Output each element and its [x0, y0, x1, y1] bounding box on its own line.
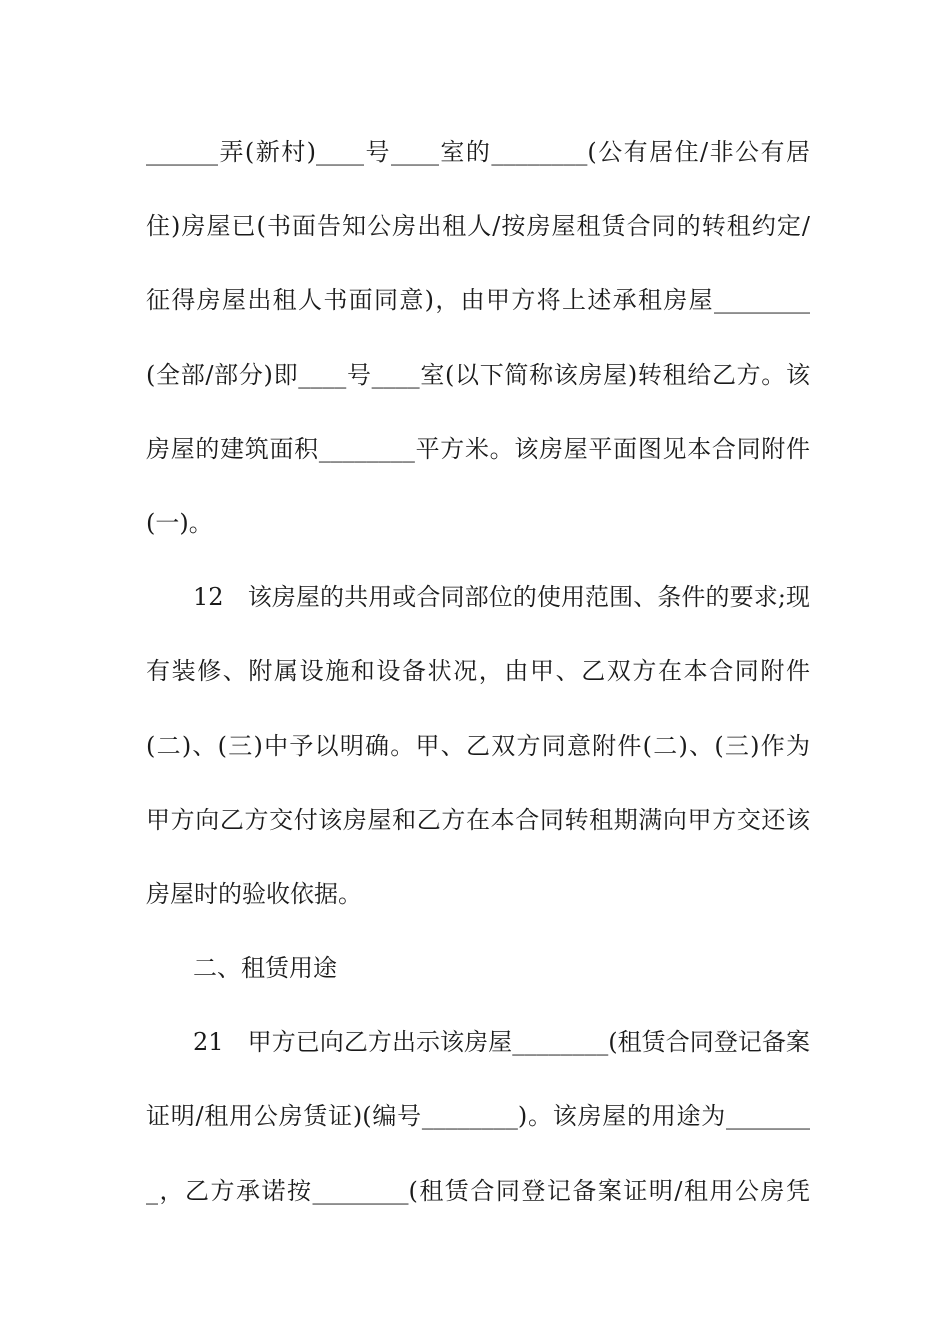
section-heading-lease-use: 二、租赁用途	[193, 954, 337, 983]
text-line-15: _，乙方承诺按________(租赁合同登记备案证明/租用公房凭	[146, 1176, 810, 1205]
text-line-9: (二)、(三)中予以明确。甲、乙双方同意附件(二)、(三)作为	[146, 731, 810, 760]
text-line-4: (全部/部分)即____号____室(以下简称该房屋)转租给乙方。该	[146, 360, 810, 389]
text-line-3: 征得房屋出租人书面同意)，由甲方将上述承租房屋________	[146, 286, 810, 315]
text-line-14: 证明/租用公房赁证)(编号________)。该房屋的用途为_______	[146, 1102, 810, 1131]
text-line-8: 有装修、附属设施和设备状况，由甲、乙双方在本合同附件	[146, 657, 810, 686]
clause-1-2-line-1: 12 该房屋的共用或合同部位的使用范围、条件的要求;现	[193, 583, 810, 612]
text-line-2: 住)房屋已(书面告知公房出租人/按房屋租赁合同的转租约定/	[146, 212, 810, 241]
clause-2-1-line-1: 21 甲方已向乙方出示该房屋________(租赁合同登记备案	[193, 1028, 810, 1057]
text-line-5: 房屋的建筑面积________平方米。该房屋平面图见本合同附件	[146, 434, 810, 463]
text-line-10: 甲方向乙方交付该房屋和乙方在本合同转租期满向甲方交还该	[146, 805, 810, 834]
text-line-11: 房屋时的验收依据。	[146, 879, 362, 908]
text-line-6: (一)。	[146, 508, 213, 537]
contract-body	[146, 129, 810, 1242]
text-line-1: ______弄(新村)____号____室的________(公有居住/非公有居	[146, 138, 810, 166]
